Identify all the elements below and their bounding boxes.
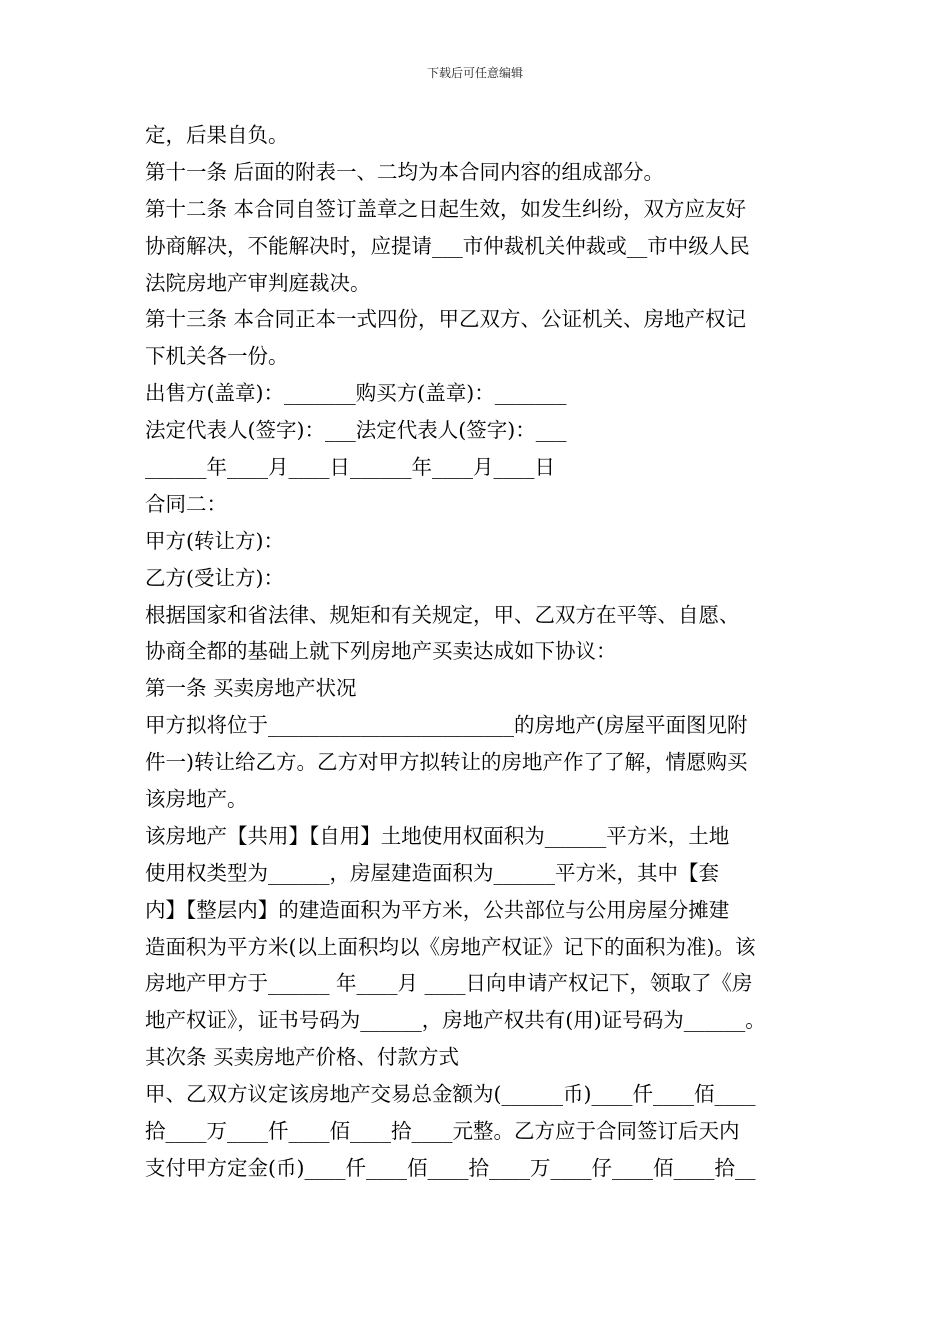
text-line: 支付甲方定金(币)____仟____佰____拾____万____仔____佰____拾__ (145, 1155, 756, 1180)
article-heading: 其次条 买卖房地产价格、付款方式 (145, 1045, 460, 1070)
signature-line-date: ______年____月____日______年____月____日 (145, 455, 555, 480)
text-line: 该房地产。 (145, 787, 248, 812)
text-line: 第十一条 后面的附表一、二均为本合同内容的组成部分。 (145, 159, 665, 184)
text-line: 房地产甲方于______ 年____月 ____日向申请产权记下，领取了《房 (145, 971, 753, 996)
signature-line-representative: 法定代表人(签字)：___法定代表人(签字)：___ (145, 418, 567, 443)
text-line: 甲方拟将位于________________________的房地产(房屋平面图见附 (145, 713, 748, 738)
party-a-line: 甲方(转让方)： (145, 528, 284, 553)
text-line: 使用权类型为______，房屋建造面积为______平方米，其中【套 (145, 860, 719, 885)
text-line: 该房地产【共用】【自用】土地使用权面积为______平方米，土地 (145, 823, 730, 848)
text-line: 造面积为平方米(以上面积均以《房地产权证》记下的面积为准)。该 (145, 934, 756, 959)
document-body (145, 117, 815, 1187)
signature-line-seal: 出售方(盖章)：_______购买方(盖章)：_______ (145, 381, 567, 406)
text-line: 第十三条 本合同正本一式四份，甲乙双方、公证机关、房地产权记 (145, 307, 747, 332)
text-line: 协商全都的基础上就下列房地产买卖达成如下协议： (145, 639, 617, 664)
text-line: 件一)转让给乙方。乙方对甲方拟转让的房地产作了了解，情愿购买 (145, 750, 748, 775)
contract-two-heading: 合同二： (145, 491, 227, 516)
text-line: 甲、乙双方议定该房地产交易总金额为(______币)____仟____佰____ (145, 1082, 756, 1107)
text-line: 根据国家和省法律、规矩和有关规定，甲、乙双方在平等、自愿、 (145, 602, 740, 627)
text-line: 下机关各一份。 (145, 344, 289, 369)
text-line: 地产权证》，证书号码为______，房地产权共有(用)证号码为______。 (145, 1008, 766, 1033)
text-line: 拾____万____仟____佰____拾____元整。乙方应于合同签订后天内 (145, 1119, 740, 1144)
text-line: 定，后果自负。 (145, 123, 289, 147)
page-header-note: 下载后可任意编辑 (426, 66, 523, 80)
text-line: 法院房地产审判庭裁决。 (145, 270, 371, 295)
text-line: 第十二条 本合同自签订盖章之日起生效，如发生纠纷，双方应友好 (145, 196, 747, 221)
article-heading: 第一条 买卖房地产状况 (145, 676, 357, 701)
party-b-line: 乙方(受让方)： (145, 565, 284, 590)
text-line: 协商解决，不能解决时，应提请___市仲裁机关仲裁或__市中级人民 (145, 233, 750, 258)
text-line: 内】【整层内】的建造面积为平方米，公共部位与公用房屋分摊建 (145, 897, 730, 922)
